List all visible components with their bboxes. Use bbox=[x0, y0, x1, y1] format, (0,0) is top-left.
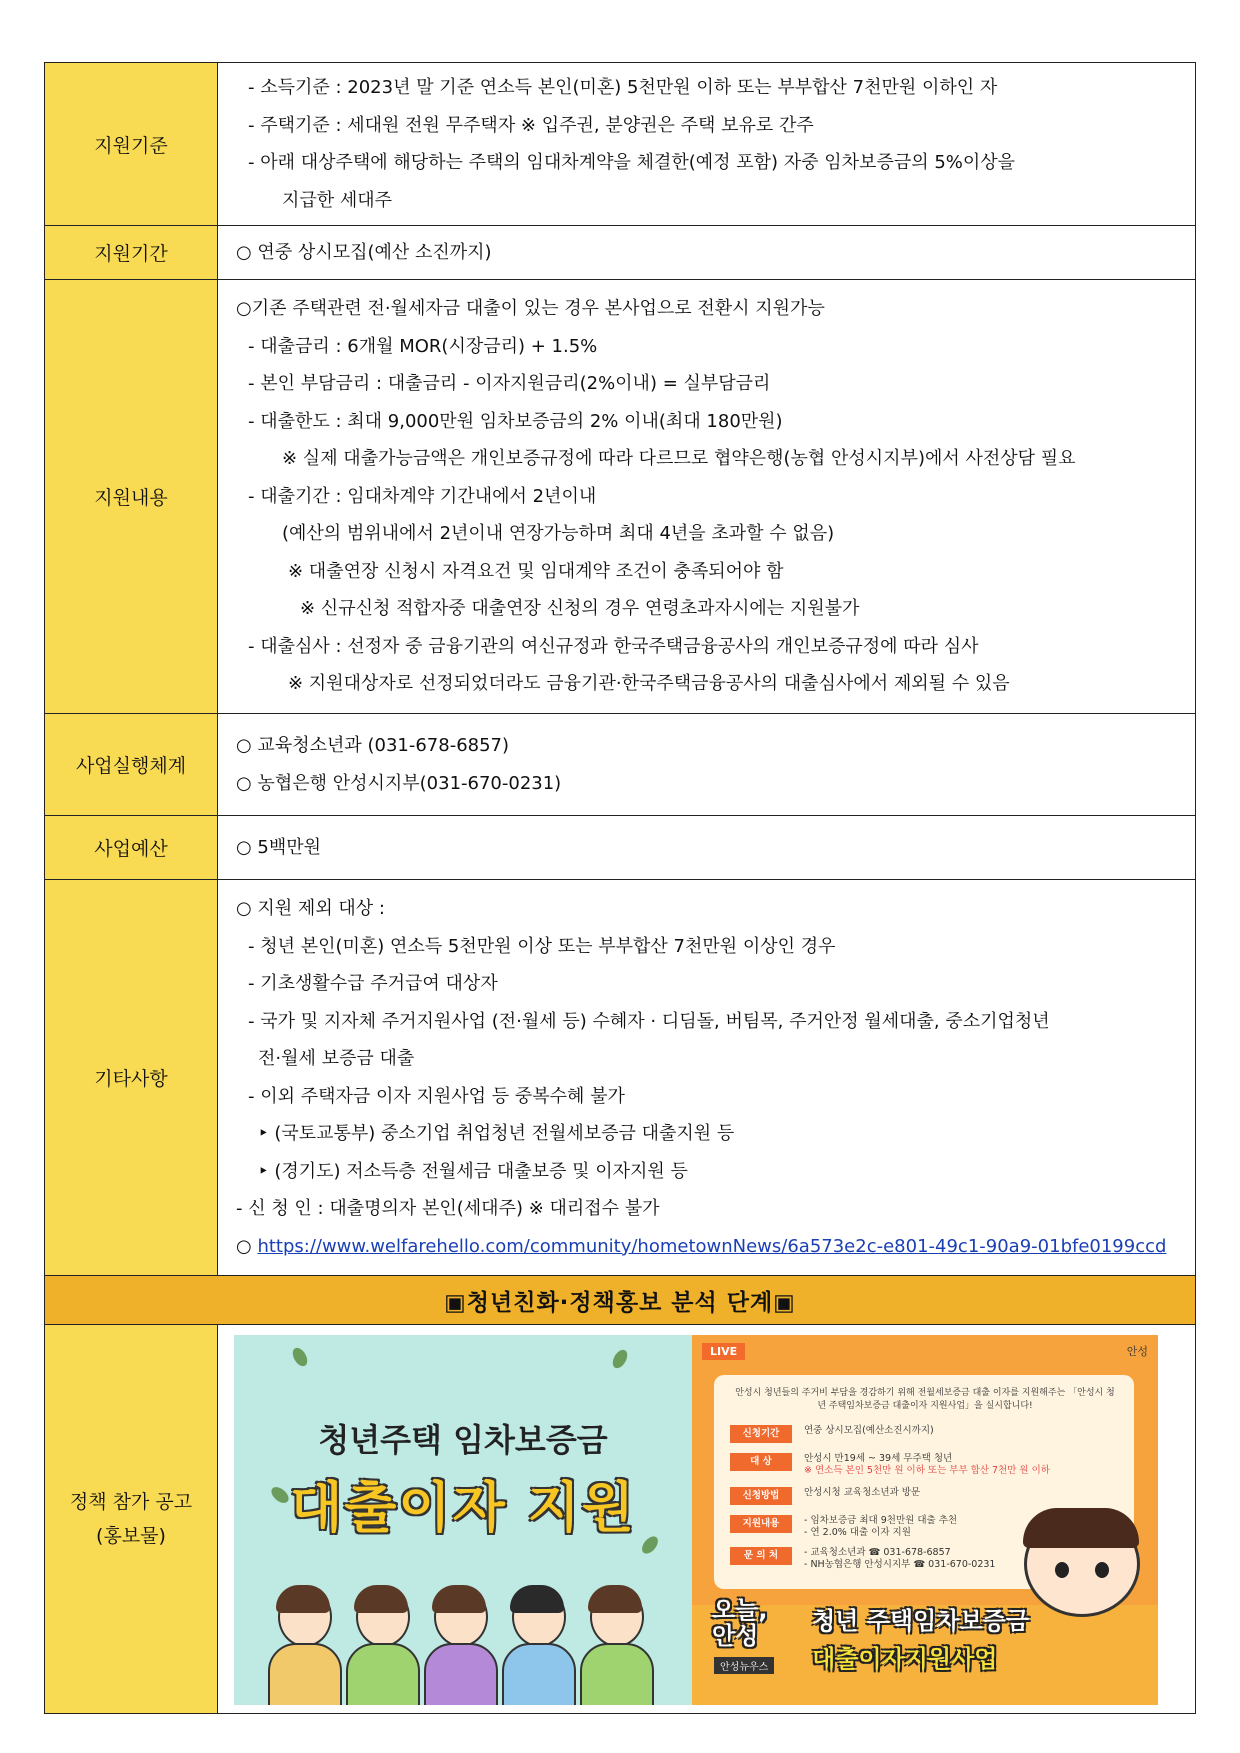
content-line: ○기존 주택관련 전·월세자금 대출이 있는 경우 본사업으로 전환시 지원가능 bbox=[236, 298, 825, 320]
etc-line: - 기초생활수급 주거급여 대상자 bbox=[248, 973, 498, 994]
promo-label-2: (홍보물) bbox=[96, 1525, 166, 1547]
poster-left bbox=[234, 1335, 692, 1705]
label-etc: 기타사항 bbox=[45, 880, 218, 1276]
content-line: (예산의 범위내에서 2년이내 연장가능하며 최대 4년을 초과할 수 없음) bbox=[282, 523, 835, 545]
etc-line: ‣ (국토교통부) 중소기업 취업청년 전월세보증금 대출지원 등 bbox=[258, 1123, 735, 1144]
label-criteria: 지원기준 bbox=[45, 63, 218, 226]
info-row: 문 의 처 - 교육청소년과 ☎ 031-678-6857 - NH농협은행 안성시지부 ☎ 031-670-0231 bbox=[730, 1547, 995, 1571]
etc-line: - 국가 및 지자체 주거지원사업 (전·월세 등) 수혜자 · 디딤돌, 버팀목, 주거안정 월세대출, 중소기업청년 bbox=[248, 1010, 1050, 1032]
content-line: ※ 신규신청 적합자중 대출연장 신청의 경우 연령초과자시에는 지원불가 bbox=[300, 598, 860, 620]
person-illustration bbox=[576, 1587, 654, 1705]
etc-line: ○ 지원 제외 대상 : bbox=[236, 898, 385, 919]
etc-line: - 이외 주택자금 이자 지원사업 등 중복수혜 불가 bbox=[248, 1085, 625, 1107]
criteria-line: - 주택기준 : 세대원 전원 무주택자 ※ 입주권, 분양권은 주택 보유로 간주 bbox=[248, 114, 814, 136]
etc-line: - 청년 본인(미혼) 연소득 5천만원 이상 또는 부부합산 7천만원 이상인 경우 bbox=[248, 935, 836, 957]
person-illustration bbox=[264, 1587, 342, 1705]
etc-line: 전·월세 보증금 대출 bbox=[258, 1048, 415, 1069]
criteria-line: - 아래 대상주택에 해당하는 주택의 임대차계약을 체결한(예정 포함) 자중 임차보증금의 5%이상을 bbox=[248, 152, 1016, 173]
content-budget bbox=[218, 816, 1196, 880]
content-system bbox=[218, 714, 1196, 816]
content-line: - 대출한도 : 최대 9,000만원 임차보증금의 2% 이내(최대 180만원) bbox=[248, 410, 783, 432]
person-illustration bbox=[342, 1587, 420, 1705]
policy-document bbox=[44, 62, 1196, 1714]
label-content: 지원내용 bbox=[45, 280, 218, 714]
poster1-subtitle: 대출이자 지원 bbox=[290, 1476, 636, 1539]
row-period bbox=[45, 226, 1196, 280]
banner-left-tag: 안성뉴우스 bbox=[714, 1657, 774, 1674]
row-etc bbox=[45, 880, 1196, 1276]
criteria-line: - 소득기준 : 2023년 말 기준 연소득 본인(미혼) 5천만원 이하 또는 부부합산 7천만원 이하인 자 bbox=[248, 77, 998, 98]
content-line: - 본인 부담금리 : 대출금리 - 이자지원금리(2%이내) = 실부담금리 bbox=[248, 373, 771, 395]
row-budget bbox=[45, 816, 1196, 880]
etc-line: - 신 청 인 : 대출명의자 본인(세대주) ※ 대리접수 불가 bbox=[236, 1198, 660, 1219]
content-line: - 대출심사 : 선정자 중 금융기관의 여신규정과 한국주택금융공사의 개인보증규정에 따라 심사 bbox=[248, 635, 979, 657]
info-row: 지원내용 - 임차보증금 최대 9천만원 대출 추천 - 연 2.0% 대출 이자 지원 bbox=[730, 1515, 957, 1539]
label-system: 사업실행체계 bbox=[45, 714, 218, 816]
criteria-line: 지급한 세대주 bbox=[282, 189, 393, 211]
poster1-title: 청년주택 임차보증금 bbox=[318, 1421, 608, 1459]
promo-label-1: 정책 참가 공고 bbox=[69, 1491, 193, 1513]
poster2-intro: 안성시 청년들의 주거비 부담을 경감하기 위해 전월세보증금 대출 이자를 지원해주는 「안성시 청년 주택임차보증금 대출이자 지원사업」을 실시합니다! bbox=[735, 1388, 1115, 1411]
city-logo: 안성 bbox=[1126, 1345, 1148, 1358]
budget-line: ○ 5백만원 bbox=[236, 836, 322, 858]
system-line: ○ 농협은행 안성시지부(031-670-0231) bbox=[236, 772, 562, 794]
row-band bbox=[45, 1276, 1196, 1325]
section-band: ▣청년친화·정책홍보 분석 단계▣ bbox=[45, 1276, 1196, 1325]
row-promo bbox=[45, 1325, 1196, 1714]
row-system bbox=[45, 714, 1196, 816]
banner-title-2: 대출이자지원사업 bbox=[812, 1645, 998, 1673]
content-line: - 대출금리 : 6개월 MOR(시장금리) + 1.5% bbox=[248, 335, 598, 357]
reference-link[interactable]: https://www.welfarehello.com/community/hometownNews/6a573e2c-e801-49c1-90a9-01bfe0199ccd bbox=[257, 1235, 1167, 1257]
content-line: ※ 실제 대출가능금액은 개인보증규정에 따라 다르므로 협약은행(농협 안성시지부)에서 사전상담 필요 bbox=[282, 448, 1076, 470]
system-line: ○ 교육청소년과 (031-678-6857) bbox=[236, 735, 510, 756]
content-support bbox=[218, 280, 1196, 714]
bullet: ○ bbox=[236, 1235, 258, 1257]
content-etc bbox=[218, 880, 1196, 1276]
label-period: 지원기간 bbox=[45, 226, 218, 280]
poster-right bbox=[692, 1335, 1158, 1705]
promo-images bbox=[218, 1325, 1196, 1714]
etc-link-line bbox=[236, 1228, 1185, 1266]
policy-table bbox=[44, 62, 1196, 1714]
label-budget: 사업예산 bbox=[45, 816, 218, 880]
period-line: ○ 연중 상시모집(예산 소진까지) bbox=[236, 241, 492, 263]
label-promo bbox=[45, 1325, 218, 1714]
content-line: - 대출기간 : 임대차계약 기간내에서 2년이내 bbox=[248, 485, 597, 507]
row-criteria bbox=[45, 63, 1196, 226]
live-badge: LIVE bbox=[702, 1343, 745, 1360]
etc-line: ‣ (경기도) 저소득층 전월세금 대출보증 및 이자지원 등 bbox=[258, 1160, 688, 1182]
content-line: ※ 대출연장 신청시 자격요건 및 임대계약 조건이 충족되어야 함 bbox=[288, 560, 784, 582]
content-line: ※ 지원대상자로 선정되었더라도 금융기관·한국주택금융공사의 대출심사에서 제외될 수 있음 bbox=[288, 673, 1010, 695]
content-criteria bbox=[218, 63, 1196, 226]
banner-left: 오늘, 안성 bbox=[712, 1596, 768, 1650]
person-illustration bbox=[420, 1587, 498, 1705]
info-row: 신청방법 안성시청 교육청소년과 방문 bbox=[730, 1487, 920, 1505]
info-row: 신청기간 연중 상시모집(예산소진시까지) bbox=[730, 1425, 934, 1443]
leaf-icon bbox=[290, 1345, 310, 1368]
info-row: 대 상 안성시 만19세 ~ 39세 무주택 청년 ※ 연소득 본인 5천만 원 이하 또는 부부 합산 7천만 원 이하 bbox=[730, 1453, 1050, 1477]
leaf-icon bbox=[610, 1347, 630, 1370]
person-illustration bbox=[498, 1587, 576, 1705]
content-period bbox=[218, 226, 1196, 280]
mascot-illustration bbox=[1024, 1511, 1140, 1617]
row-content bbox=[45, 280, 1196, 714]
banner-title-1: 청년 주택임차보증금 bbox=[812, 1607, 1030, 1635]
